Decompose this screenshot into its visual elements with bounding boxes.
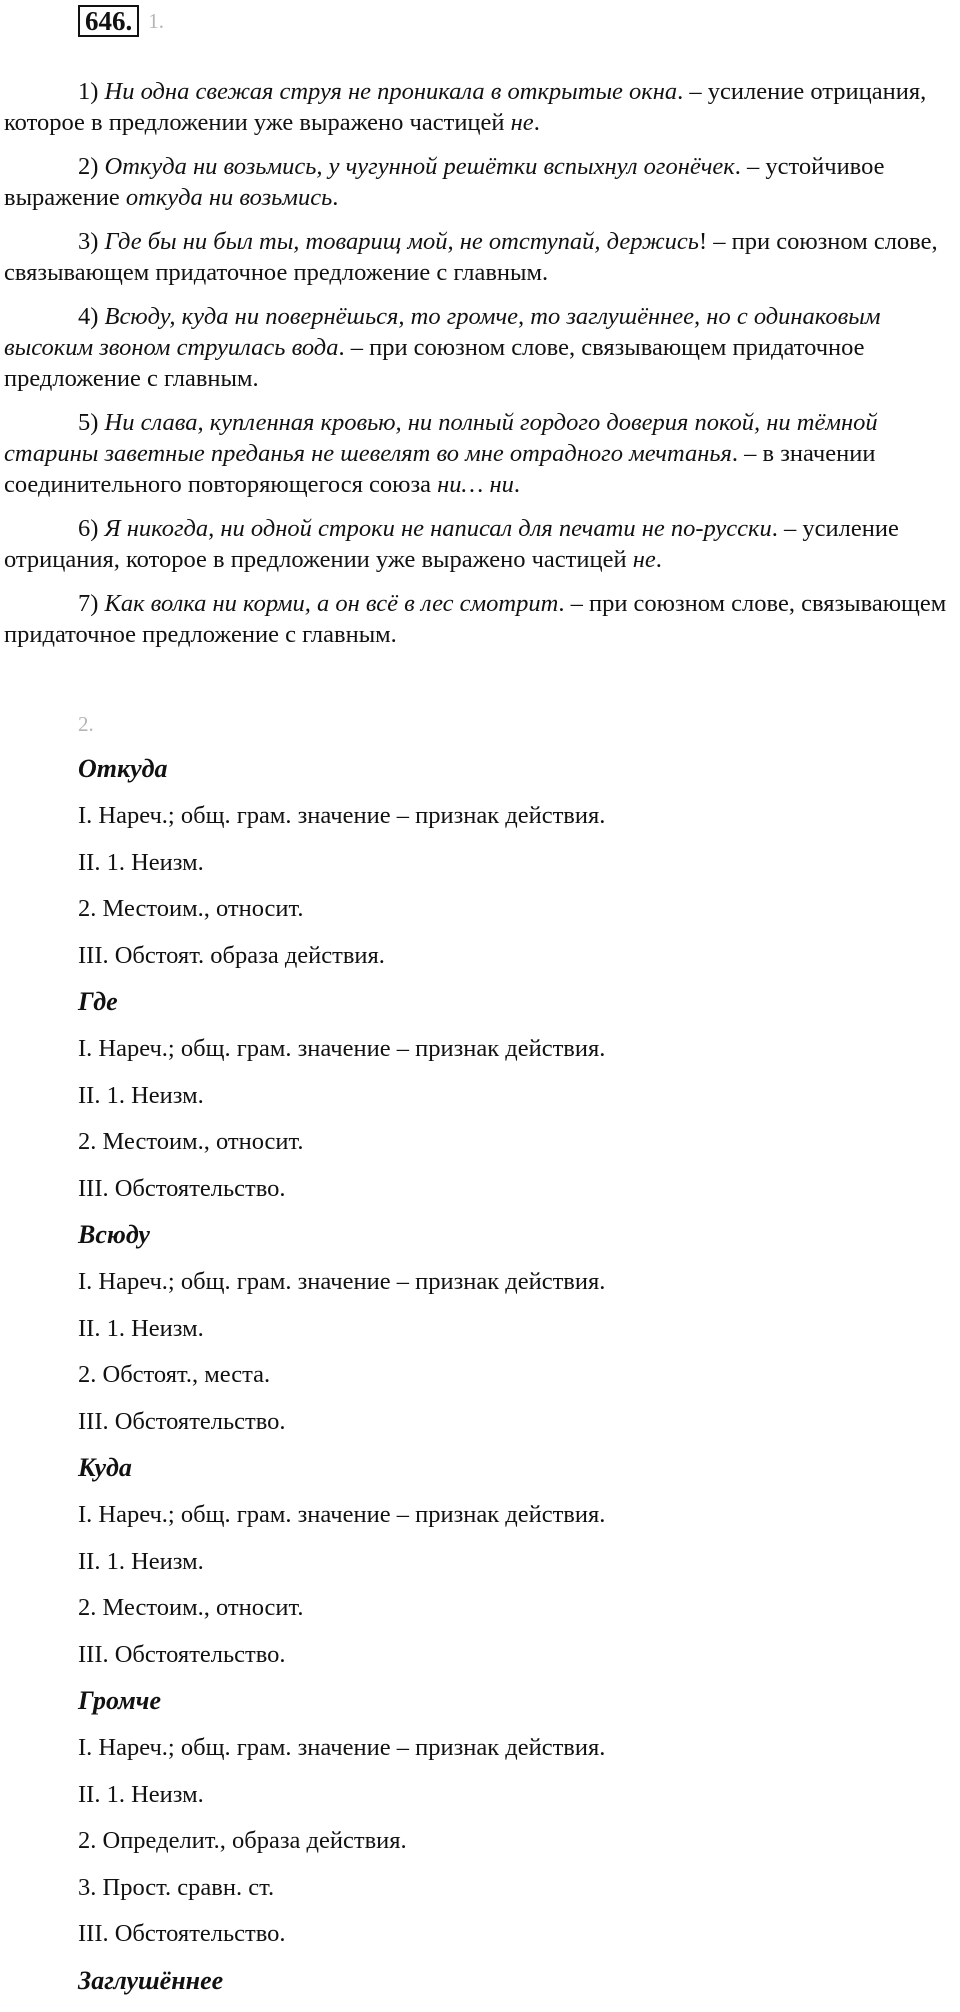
- analysis-line: 3. Прост. сравн. ст.: [78, 1873, 275, 1901]
- analyzed-word: Громче: [78, 1686, 161, 1715]
- item-number: 2): [78, 153, 99, 180]
- analysis-line: III. Обстоятельство.: [78, 1174, 286, 1202]
- item-explanation: . – при союзном слове, связывающем придаточное предложение с главным.: [4, 590, 947, 648]
- section-2-analysis: [78, 753, 938, 2012]
- example-sentence: Всюду, куда ни повернёшься, то громче, то заглушённее, но с одинаковым высоким звоном струилась вода: [4, 303, 881, 361]
- analyzed-word: Куда: [78, 1453, 132, 1482]
- analysis-line: III. Обстоятельство.: [78, 1640, 286, 1668]
- analysis-line: II. 1. Неизм.: [78, 1780, 204, 1808]
- exercise-number: 646.: [78, 5, 139, 37]
- analysis-line: 2. Местоим., относит.: [78, 1128, 304, 1155]
- item-number: 5): [78, 409, 99, 436]
- list-item: [4, 301, 956, 394]
- example-sentence: Ни одна свежая струя не проникала в открытые окна: [104, 78, 678, 105]
- list-item: [4, 76, 956, 138]
- analysis-line: 2. Обстоят., места.: [78, 1361, 271, 1388]
- item-italic-term: откуда ни возьмись: [125, 184, 333, 211]
- analysis-line: I. Нареч.; общ. грам. значение – признак действия.: [78, 1501, 606, 1528]
- example-sentence: Как волка ни корми, а он всё в лес смотрит: [104, 590, 559, 617]
- item-end: .: [533, 109, 540, 136]
- analysis-line: III. Обстоят. образа действия.: [78, 941, 385, 969]
- analyzed-word: Заглушённее: [78, 1965, 224, 1995]
- item-italic-term: ни… ни: [437, 471, 514, 498]
- example-sentence: Где бы ни был ты, товарищ мой, не отступай, держись: [104, 228, 699, 255]
- analysis-line: I. Нареч.; общ. грам. значение – признак действия.: [78, 802, 606, 829]
- section-1-items: [4, 76, 956, 663]
- example-sentence: Я никогда, ни одной строки не написал для печати не по-русски: [104, 515, 772, 542]
- analysis-line: 2. Местоим., относит.: [78, 895, 304, 922]
- analysis-line: III. Обстоятельство.: [78, 1407, 286, 1435]
- section-2-label: 2.: [78, 712, 94, 736]
- item-number: 4): [78, 303, 99, 330]
- analysis-line: II. 1. Неизм.: [78, 1081, 204, 1109]
- list-item: [4, 226, 956, 288]
- list-item: [4, 407, 956, 500]
- item-explanation: . – усиление отрицания, которое в предложении уже выражено частицей: [4, 78, 927, 136]
- item-italic-term: не: [510, 109, 534, 136]
- item-end: .: [513, 471, 520, 498]
- list-item: [4, 588, 956, 650]
- section-1-label: 1.: [148, 8, 164, 33]
- item-end: .: [332, 184, 339, 211]
- analysis-line: II. 1. Неизм.: [78, 1547, 204, 1575]
- example-sentence: Откуда ни возьмись, у чугунной решётки вспыхнул огонёчек: [104, 153, 735, 180]
- item-explanation: . – при союзном слове, связывающем придаточное предложение с главным.: [4, 334, 865, 392]
- example-sentence: Ни слава, купленная кровью, ни полный гордого доверия покой, ни тёмной старины заветные преданья не шевелят во мне отрадного мечтанья: [4, 409, 878, 467]
- item-number: 1): [78, 78, 99, 105]
- item-explanation: . – в значении соединительного повторяющегося союза: [4, 440, 876, 498]
- item-italic-term: не: [632, 546, 656, 573]
- analysis-line: I. Нареч.; общ. грам. значение – признак действия.: [78, 1268, 606, 1295]
- item-explanation: . – устойчивое выражение: [4, 153, 885, 211]
- analysis-line: III. Обстоятельство.: [78, 1920, 286, 1947]
- item-explanation: ! – при союзном слове, связывающем придаточное предложение с главным.: [4, 228, 938, 286]
- item-number: 3): [78, 228, 99, 255]
- item-end: .: [655, 546, 662, 573]
- list-item: [4, 151, 956, 213]
- analysis-line: 2. Местоим., относит.: [78, 1594, 304, 1621]
- item-number: 7): [78, 590, 99, 617]
- exercise-header: [78, 4, 164, 38]
- analysis-line: II. 1. Неизм.: [78, 848, 204, 876]
- list-item: [4, 513, 956, 575]
- analyzed-word: Откуда: [78, 754, 168, 783]
- item-number: 6): [78, 515, 99, 542]
- item-explanation: . – усиление отрицания, которое в предложении уже выражено частицей: [4, 515, 899, 573]
- analysis-line: 2. Определит., образа действия.: [78, 1827, 407, 1854]
- analyzed-word: Где: [78, 987, 118, 1016]
- analysis-line: I. Нареч.; общ. грам. значение – признак действия.: [78, 1734, 606, 1761]
- analyzed-word: Всюду: [78, 1220, 150, 1249]
- analysis-line: II. 1. Неизм.: [78, 1314, 204, 1342]
- analysis-line: I. Нареч.; общ. грам. значение – признак действия.: [78, 1035, 606, 1062]
